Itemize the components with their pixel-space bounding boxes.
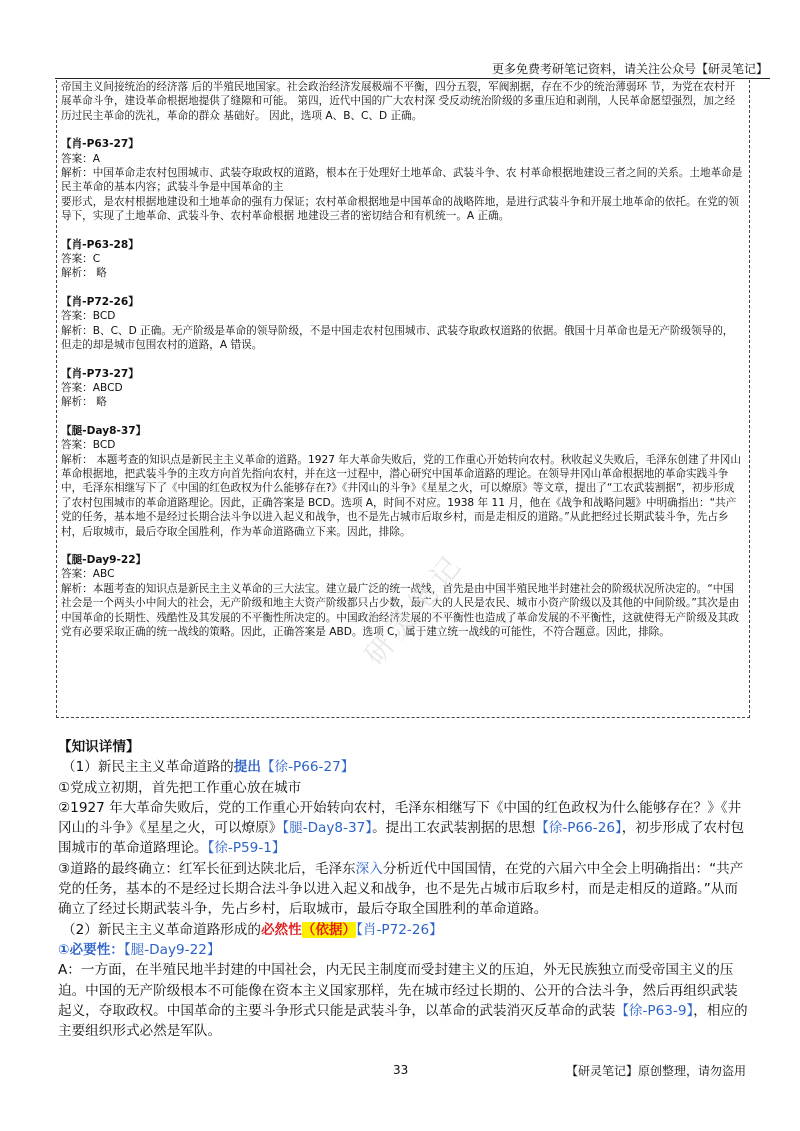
analysis-text: 解析：本题考查的知识点是新民主主义革命的三大法宝。建立最广泛的统一战线，首先是由中国半殖民地半封建社会的阶级状况所决定的。“中国社会是一个两头小中间大的社会，无产阶级和地主大资产阶级都只占少数，最广大的人民是农民、城市小资产阶级以及其他的中间阶级。”其次是由中国革命的长期性、残酷性及其发展的不平衡性所决定的。中国政治经济发展的不平衡性也造成了革命发展的不平衡性，这就使得无产阶级及其政党有必要采取正确的统一战线的策略。因此，正确答案是 ABD。选项 C，属于建立统一战线的可能性，不符合题意。因此，排除。: [61, 582, 740, 638]
reference-tag: 【徐-P66-27】: [260, 759, 355, 776]
answer-item: [61, 238, 743, 281]
paragraph: [58, 859, 748, 920]
answer-text: 答案：ABCD: [61, 381, 123, 394]
answer-text: 答案：ABC: [61, 568, 115, 581]
answer-item: [61, 137, 743, 223]
paragraph-text: 。提出工农武装割据的思想: [372, 820, 536, 837]
analysis-text: 解析：B、C、D 正确。无产阶级是革命的领导阶级，不是中国走农村包围城市、武装夺取政权道路的依据。俄国十月革命也是无产阶级领导的，但走的却是城市包围农村的道路，A 错误。: [61, 324, 734, 352]
question-id: 【腿-Day8-37】: [61, 424, 147, 437]
footer-note: 【研灵笔记】原创整理，请勿盗用: [565, 1064, 746, 1078]
point-label: ①必要性：: [58, 941, 124, 958]
reference-tag: 【徐-P63-9】: [615, 1002, 694, 1019]
question-id: 【肖-P63-28】: [61, 238, 139, 251]
reference-tag: 【肖-P72-26】: [356, 921, 443, 938]
analysis-text: 解析： 略: [61, 396, 107, 409]
keyword: 必然性: [260, 921, 302, 938]
answer-text: 答案：BCD: [61, 439, 116, 452]
question-id: 【肖-P72-26】: [61, 295, 139, 308]
answer-item: [61, 424, 743, 539]
paragraph-text: ③道路的最终确立：红军长征到达陕北后，毛泽东: [58, 860, 356, 877]
paragraph: [58, 960, 748, 1041]
point-title: [58, 940, 748, 960]
analysis-text: 解析： 略: [61, 267, 107, 280]
keyword: 提出: [233, 759, 261, 776]
section-heading: 【知识详情】: [58, 739, 140, 755]
question-id: 【肖-P63-27】: [61, 138, 139, 151]
reference-tag: 【徐-P59-1】: [207, 840, 286, 857]
answer-intro: 帝国主义间接统治的经济落 后的半殖民地国家。社会政治经济发展极端不平衡，四分五裂，军阀割据，存在不少的统治薄弱环 节，为党在农村开展革命斗争，建设革命根据地提供了缝隙和可能。 第四，近代中国的广大农村深 受反动统治阶级的多重压迫和剥削，人民革命愿望强烈，加之经历过民主革命的洗礼，革命的群众 基础好。 因此，选项 A、B、C、D 正确。: [61, 81, 736, 122]
answer-text: 答案：A: [61, 152, 101, 165]
subsection-title: [58, 920, 748, 940]
highlighted-keyword: （依据）: [301, 921, 357, 938]
question-id: 【腿-Day9-22】: [61, 553, 147, 566]
paragraph-text: 分析近代中国国情，在党的六届六中全会上明确指出：“共产党的任务，基本的不是经过长期合法斗争以进入起义和战争，也不是先占城市后取乡村，而是走相反的道路。”从而确立了经过长期武装斗争，先占乡村，后取城市，最后夺取全国胜利的革命道路。: [58, 860, 744, 918]
paragraph-text: ②1927 年大革命失败后，党的工作重心开始转向农村，毛泽东相继写下《中国的红色政权为什么能够存在？》《井冈山的斗争》《星星之火，可以燎原》: [58, 799, 742, 837]
answer-text: 答案：BCD: [61, 310, 116, 323]
answer-item: [61, 367, 743, 410]
analysis-text: 解析：中国革命走农村包围城市、武装夺取政权的道路，根本在于处理好土地革命、武装斗争、农 村革命根据地建设三者之间的关系。土地革命是民主革命的基本内容；武装斗争是中国革命的主: [61, 167, 743, 194]
reference-tag: 【腿-Day9-22】: [123, 941, 221, 958]
answer-item: [61, 295, 743, 353]
page-number: 33: [393, 1063, 409, 1077]
analysis-text: 要形式，是农村根据地建设和土地革命的强有力保证；农村革命根据地是中国革命的战略阵地，是进行武装斗争和开展土地革命的依托。在党的领导下，实现了土地革命、武装斗争、农村革命根据 地建设三者的密切结合和有机统一。A 正确。: [61, 195, 739, 223]
subsection-title: [58, 757, 748, 777]
paragraph: [58, 798, 748, 859]
paragraph-text: A：一方面，在半殖民地半封建的中国社会，内无民主制度而受封建主义的压迫，外无民族独立而受帝国主义的压迫。中国的无产阶级根本不可能像在资本主义国家那样，先在城市经过长期的、公开的合法斗争，然后再组织武装起义，夺取政权。中国革命的主要斗争形式只能是武装斗争，以革命的武装消灭反革命的武装: [58, 962, 738, 1019]
analysis-text: 解析： 本题考查的知识点是新民主主义革命的道路。1927 年大革命失败后，党的工作重心开始转向农村。秋收起义失败后，毛泽东创建了井冈山革命根据地，把武装斗争的主攻方向首先指向农村，并在这一过程中，潜心研究中国革命道路的理论。在领导井冈山革命根据地的革命实践斗争中，毛泽东相继写下了《中国的红色政权为什么能够存在?》《井冈山的斗争》《星星之火，可以燎原》等文章，提出了“工农武装割据”，初步形成了农村包围城市的革命道路理论。因此，正确答案是 BCD。选项 A，时间不对应。1938 年 11 月，他在《战争和战略问题》中明确指出：“共产党的任务，基本地不是经过长期合法斗争以进入起义和战争，也不是先占城市后取乡村，而是走相反的道路。”从此把经过长期武装斗争，先占乡村，后取城市，最后夺取全国胜利，作为革命道路确立下来。因此，排除。: [61, 453, 741, 538]
paragraph-text: ，相应的主要组织形式必然是军队。: [58, 1002, 748, 1040]
keyword: 深入: [355, 860, 383, 877]
reference-tag: 【腿-Day8-37】: [282, 820, 373, 837]
subsection-text: （1）新民主主义革命道路的: [62, 759, 234, 776]
paragraph: ①党成立初期，首先把工作重心放在城市: [58, 779, 302, 796]
subsection-text: （2）新民主主义革命道路形成的: [62, 921, 261, 938]
answer-text: 答案：C: [61, 253, 101, 266]
paragraph-text: ，初步形成了农村包围城市的革命道路理论。: [58, 820, 745, 857]
header-divider: [55, 78, 770, 79]
reference-tag: 【徐-P66-26】: [535, 820, 622, 837]
header-note: 更多免费考研笔记资料，请关注公众号【研灵笔记】: [491, 62, 768, 76]
watermark: 研灵笔记: [357, 546, 471, 672]
question-id: 【肖-P73-27】: [61, 367, 139, 380]
knowledge-detail: [58, 737, 748, 1041]
